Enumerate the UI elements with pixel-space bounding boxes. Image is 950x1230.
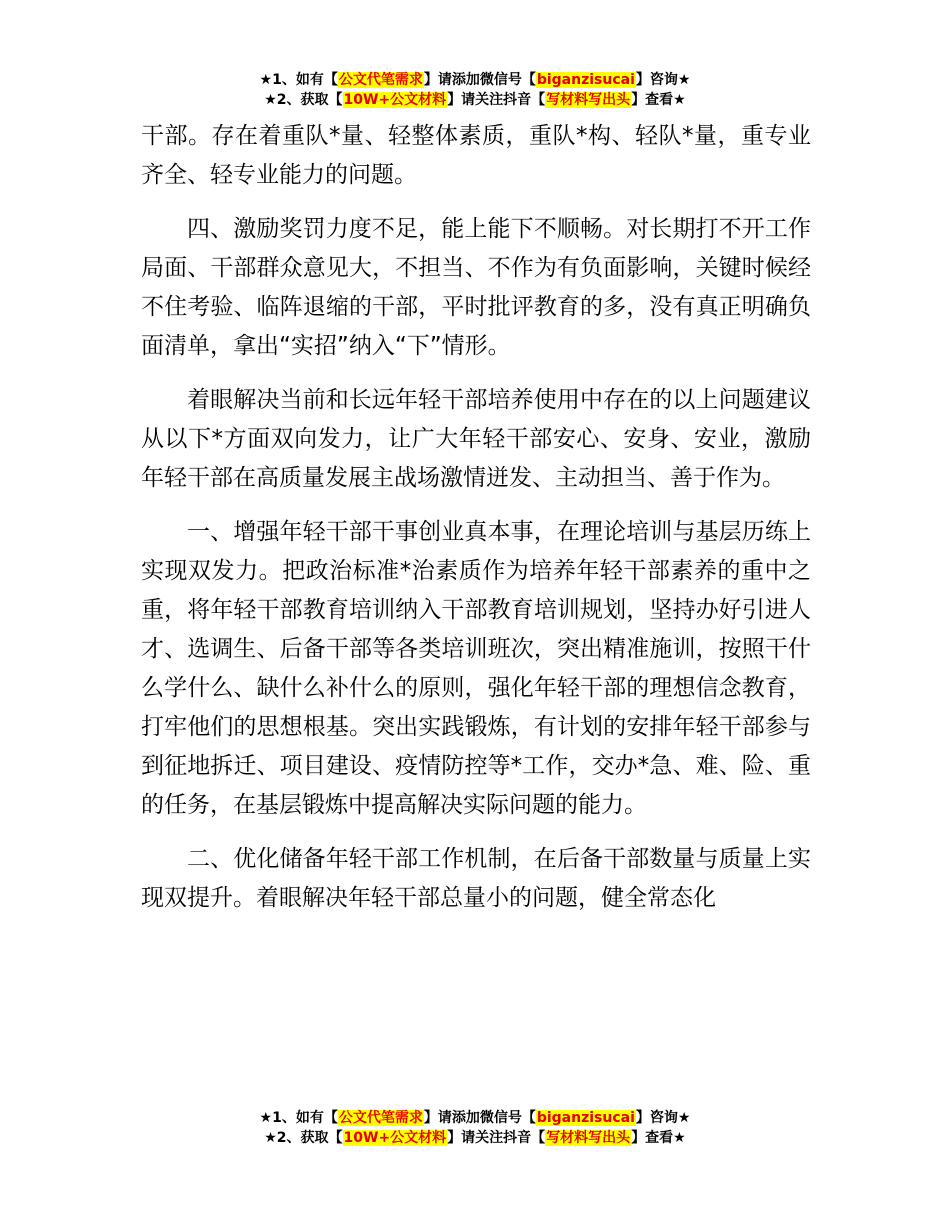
banner-line-1 (0, 70, 950, 90)
banner-text: ★1、如有【 (259, 72, 338, 88)
banner-highlight: 10W+公文材料 (343, 92, 447, 108)
document-body (141, 117, 811, 933)
banner-text: 】请关注抖音【 (447, 1130, 546, 1146)
banner-text: 】请添加微信号【 (423, 72, 536, 88)
banner-text: 】请关注抖音【 (447, 92, 546, 108)
banner-text: ★1、如有【 (259, 1110, 338, 1126)
banner-text: ★2、获取【 (264, 92, 343, 108)
banner-line-2 (0, 90, 950, 110)
banner-text: 】请添加微信号【 (423, 1110, 536, 1126)
banner-highlight: 写材料写出头 (546, 92, 631, 108)
banner-highlight: biganzisucai (536, 72, 635, 88)
footer-banner (0, 1108, 950, 1148)
header-banner (0, 70, 950, 110)
paragraph: 着眼解决当前和长远年轻干部培养使用中存在的以上问题建议从以下*方面双向发力，让广大年轻干部安心、安身、安业，激励年轻干部在高质量发展主战场激情迸发、主动担当、善于作为。 (141, 387, 811, 491)
paragraph: 一、增强年轻干部干事创业真本事，在理论培训与基层历练上实现双发力。把政治标准*治素质作为培养年轻干部素养的重中之重，将年轻干部教育培训纳入干部教育培训规划，坚持办好引进人才、选调生、后备干部等各类培训班次，突出精准施训，按照干什么学什么、缺什么补什么的原则，强化年轻干部的理想信念教育，打牢他们的思想根基。突出实践锻炼，有计划的安排年轻干部参与到征地拆迁、项目建设、疫情防控等*工作，交办*急、难、险、重的任务，在基层锻炼中提高解决实际问题的能力。 (141, 519, 811, 818)
paragraph: 干部。存在着重队*量、轻整体素质，重队*构、轻队*量，重专业齐全、轻专业能力的问题。 (141, 123, 811, 188)
banner-highlight: biganzisucai (536, 1110, 635, 1126)
banner-line-1 (0, 1108, 950, 1128)
banner-text: 】查看★ (631, 1130, 686, 1146)
banner-text: 】咨询★ (635, 72, 691, 88)
banner-text: ★2、获取【 (264, 1130, 343, 1146)
banner-highlight: 写材料写出头 (546, 1130, 631, 1146)
paragraph: 二、优化储备年轻干部工作机制，在后备干部数量与质量上实现双提升。着眼解决年轻干部总量小的问题，健全常态化 (141, 846, 811, 911)
banner-highlight: 公文代笔需求 (338, 72, 423, 88)
banner-line-2 (0, 1128, 950, 1148)
banner-highlight: 10W+公文材料 (343, 1130, 447, 1146)
banner-highlight: 公文代笔需求 (338, 1110, 423, 1126)
paragraph: 四、激励奖罚力度不足，能上能下不顺畅。对长期打不开工作局面、干部群众意见大，不担当、不作为有负面影响，关键时候经不住考验、临阵退缩的干部，平时批评教育的多，没有真正明确负面清单，拿出“实招”纳入“下”情形。 (141, 216, 811, 359)
banner-text: 】咨询★ (635, 1110, 691, 1126)
banner-text: 】查看★ (631, 92, 686, 108)
